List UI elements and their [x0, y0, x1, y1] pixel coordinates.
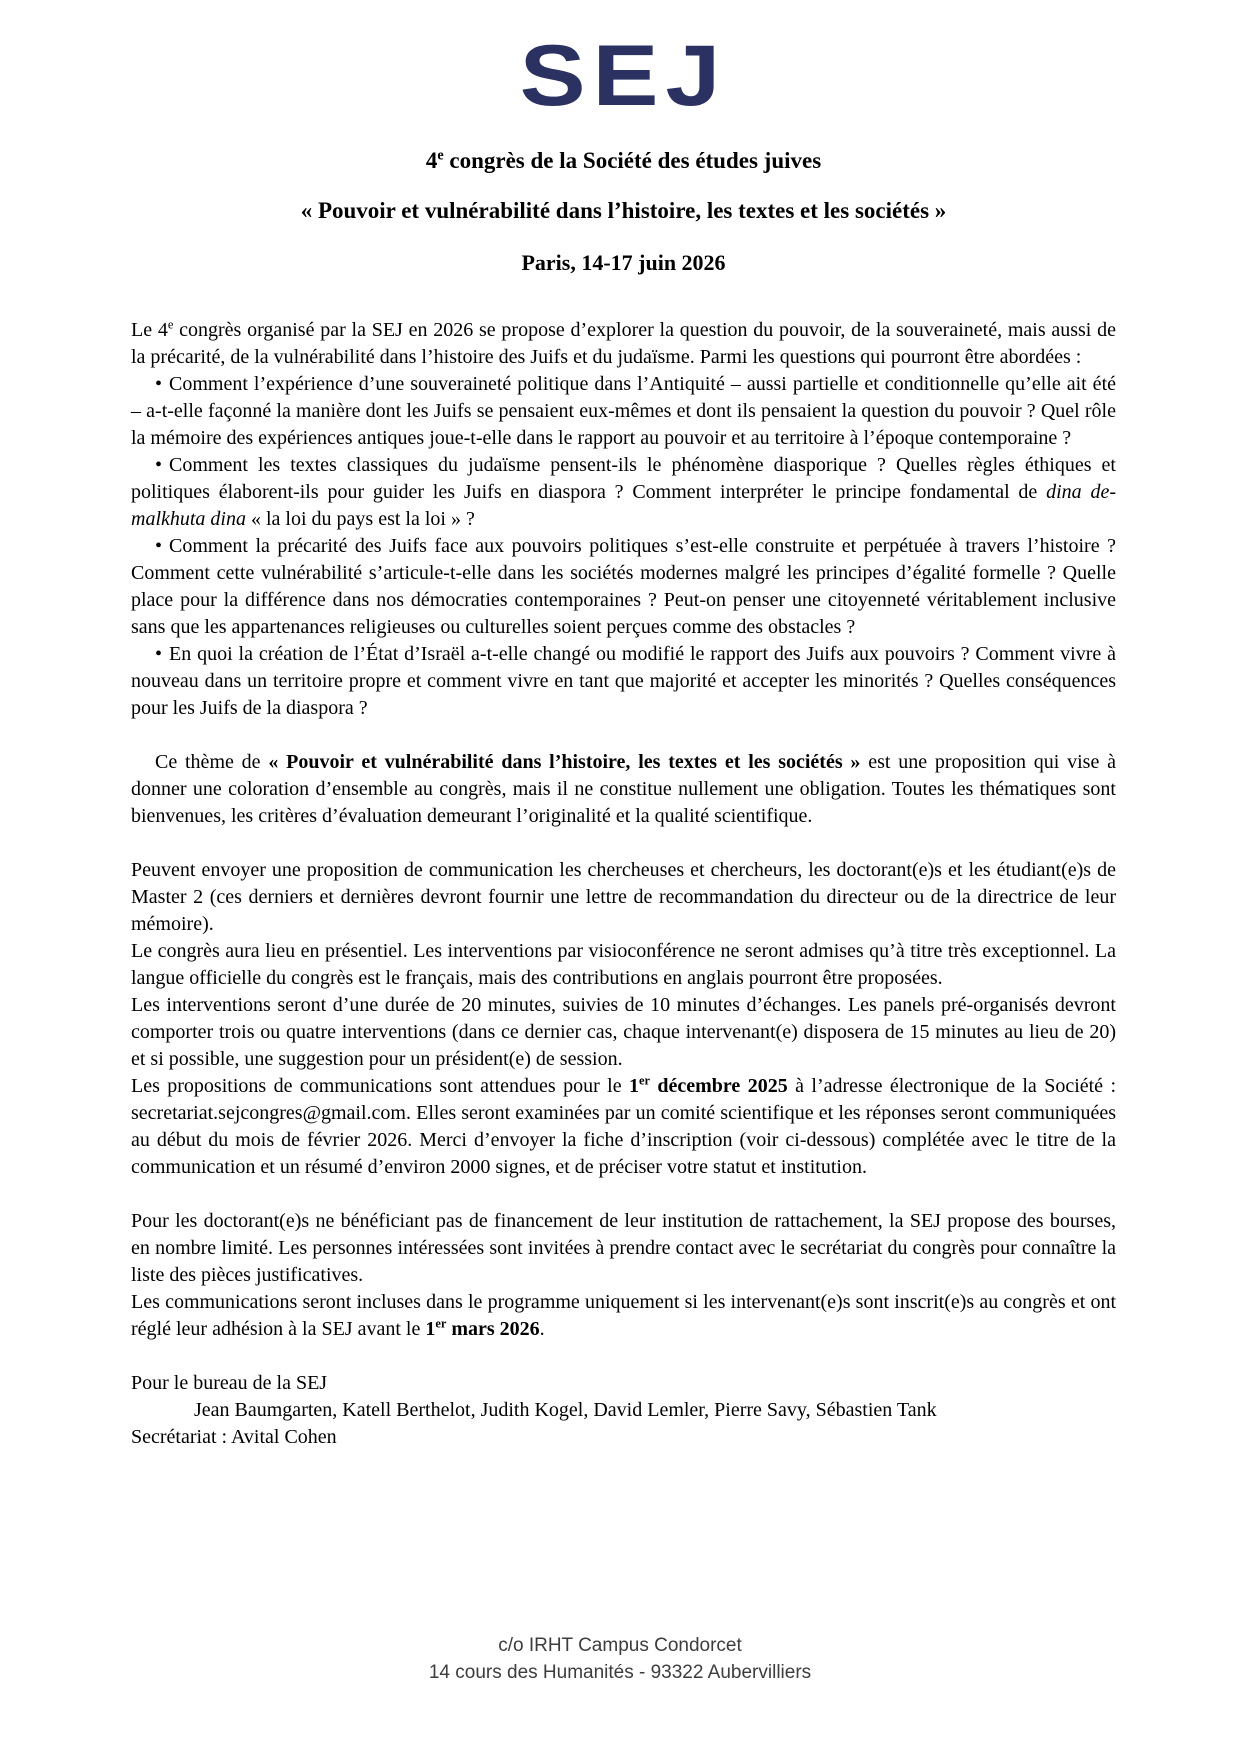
bureau-line: Pour le bureau de la SEJ	[131, 1371, 328, 1394]
bullet-text: Comment l’expérience d’une souveraineté politique dans l’Antiquité – aussi partielle et conditionnelle qu’elle ait été – a-t-elle façonné la manière dont les Juifs se pensaient eux-mêmes et dont ils pensaient la question du pouvoir ? Quel rôle la mémoire des expériences antiques joue-t-elle dans le rapport au pouvoir et au territoire à l’époque contemporaine ?	[131, 372, 1116, 449]
duration-paragraph: Les interventions seront d’une durée de 20 minutes, suivies de 10 minutes d’échanges. Les panels pré-organisés devront comporter trois ou quatre interventions (dans ce dernier cas, chaque intervenant(e) disposera de 15 minutes au lieu de 20) et si possible, une suggestion pour un président(e) de session.	[131, 993, 1116, 1070]
congress-title: 4e congrès de la Société des études juives	[425, 147, 822, 173]
footer-address-line2: 14 cours des Humanités - 93322 Aubervilliers	[428, 1662, 812, 1683]
proposals-paragraph: Peuvent envoyer une proposition de communication les chercheuses et chercheurs, les doctorant(e)s et les étudiant(e)s de Master 2 (ces derniers et dernières devront fournir une lettre de recommandation du directeur ou de la directrice de leur mémoire).	[131, 858, 1116, 935]
secretariat-line: Secrétariat : Avital Cohen	[131, 1425, 337, 1448]
congress-location-date: Paris, 14-17 juin 2026	[521, 249, 726, 275]
congress-theme-subtitle: « Pouvoir et vulnérabilité dans l’histoire, les textes et les sociétés »	[300, 197, 947, 223]
sej-logo: SEJ	[519, 28, 728, 124]
bullet-icon: •	[155, 453, 163, 476]
bullet-icon: •	[155, 372, 163, 395]
bureau-members: Jean Baumgarten, Katell Berthelot, Judith Kogel, David Lemler, Pierre Savy, Sébastien Tank	[194, 1398, 937, 1421]
bullet-icon: •	[155, 534, 163, 557]
document-body	[131, 317, 1116, 1451]
bullet-item-diaspora-texts	[131, 452, 1116, 533]
document-footer	[0, 1632, 1240, 1686]
grants-paragraph: Pour les doctorant(e)s ne bénéficiant pas de financement de leur institution de rattachement, la SEJ propose des bourses, en nombre limité. Les personnes intéressées sont invitées à prendre contact avec le secrétariat du congrès pour connaître la liste des pièces justificatives.	[131, 1209, 1116, 1286]
bullet-item-sovereignty	[131, 371, 1116, 452]
bullet-text: Comment la précarité des Juifs face aux pouvoirs politiques s’est-elle construite et perpétuée à travers l’histoire ? Comment cette vulnérabilité s’articule-t-elle dans les sociétés modernes malgré les principes d’égalité formelle ? Quelle place pour la différence dans nos démocraties contemporaines ? Peut-on penser une citoyenneté véritablement inclusive sans que les appartenances religieuses ou culturelles soient perçues comme des obstacles ?	[131, 534, 1116, 638]
bullet-text: Comment les textes classiques du judaïsme pensent-ils le phénomène diasporique ? Quelles règles éthiques et politiques élaborent-ils pour guider les Juifs en diaspora ? Comment interpréter le principe fondamental de dina de-malkhuta dina « la loi du pays est la loi » ?	[131, 453, 1117, 530]
bullet-icon: •	[155, 642, 163, 665]
bullet-item-israel	[131, 641, 1116, 722]
registration-paragraph: Les communications seront incluses dans le programme uniquement si les intervenant(e)s sont inscrit(e)s au congrès et ont réglé leur adhésion à la SEJ avant le 1er mars 2026.	[131, 1290, 1116, 1340]
deadline-paragraph: Les propositions de communications sont attendues pour le 1er décembre 2025 à l’adresse électronique de la Société : secretariat.sejcongres@gmail.com. Elles seront examinées par un comité scientifique et les réponses seront communiquées au début du mois de février 2026. Merci d’envoyer la fiche d’inscription (voir ci-dessous) complétée avec le titre de la communication et un résumé d’environ 2000 signes, et de préciser votre statut et institution.	[131, 1073, 1117, 1178]
presential-paragraph: Le congrès aura lieu en présentiel. Les interventions par visioconférence ne seront admises qu’à titre très exceptionnel. La langue officielle du congrès est le français, mais des contributions en anglais pourront être proposées.	[131, 939, 1116, 989]
bullet-item-precarity	[131, 533, 1116, 641]
intro-paragraph: Le 4e congrès organisé par la SEJ en 2026 se propose d’explorer la question du pouvoir, de la souveraineté, mais aussi de la précarité, de la vulnérabilité dans l’histoire des Juifs et du judaïsme. Parmi les questions qui pourront être abordées :	[131, 317, 1117, 368]
bullet-text: En quoi la création de l’État d’Israël a-t-elle changé ou modifié le rapport des Juifs aux pouvoirs ? Comment vivre à nouveau dans un territoire propre et comment vivre en tant que majorité et accepter les minorités ? Quelles conséquences pour les Juifs de la diaspora ?	[131, 642, 1116, 719]
footer-address-line1: c/o IRHT Campus Condorcet	[498, 1635, 742, 1656]
theme-paragraph: Ce thème de « Pouvoir et vulnérabilité dans l’histoire, les textes et les sociétés » est une proposition qui vise à donner une coloration d’ensemble au congrès, mais il ne constitue nullement une obligation. Toutes les thématiques sont bienvenues, les critères d’évaluation demeurant l’originalité et la qualité scientifique.	[131, 750, 1116, 827]
